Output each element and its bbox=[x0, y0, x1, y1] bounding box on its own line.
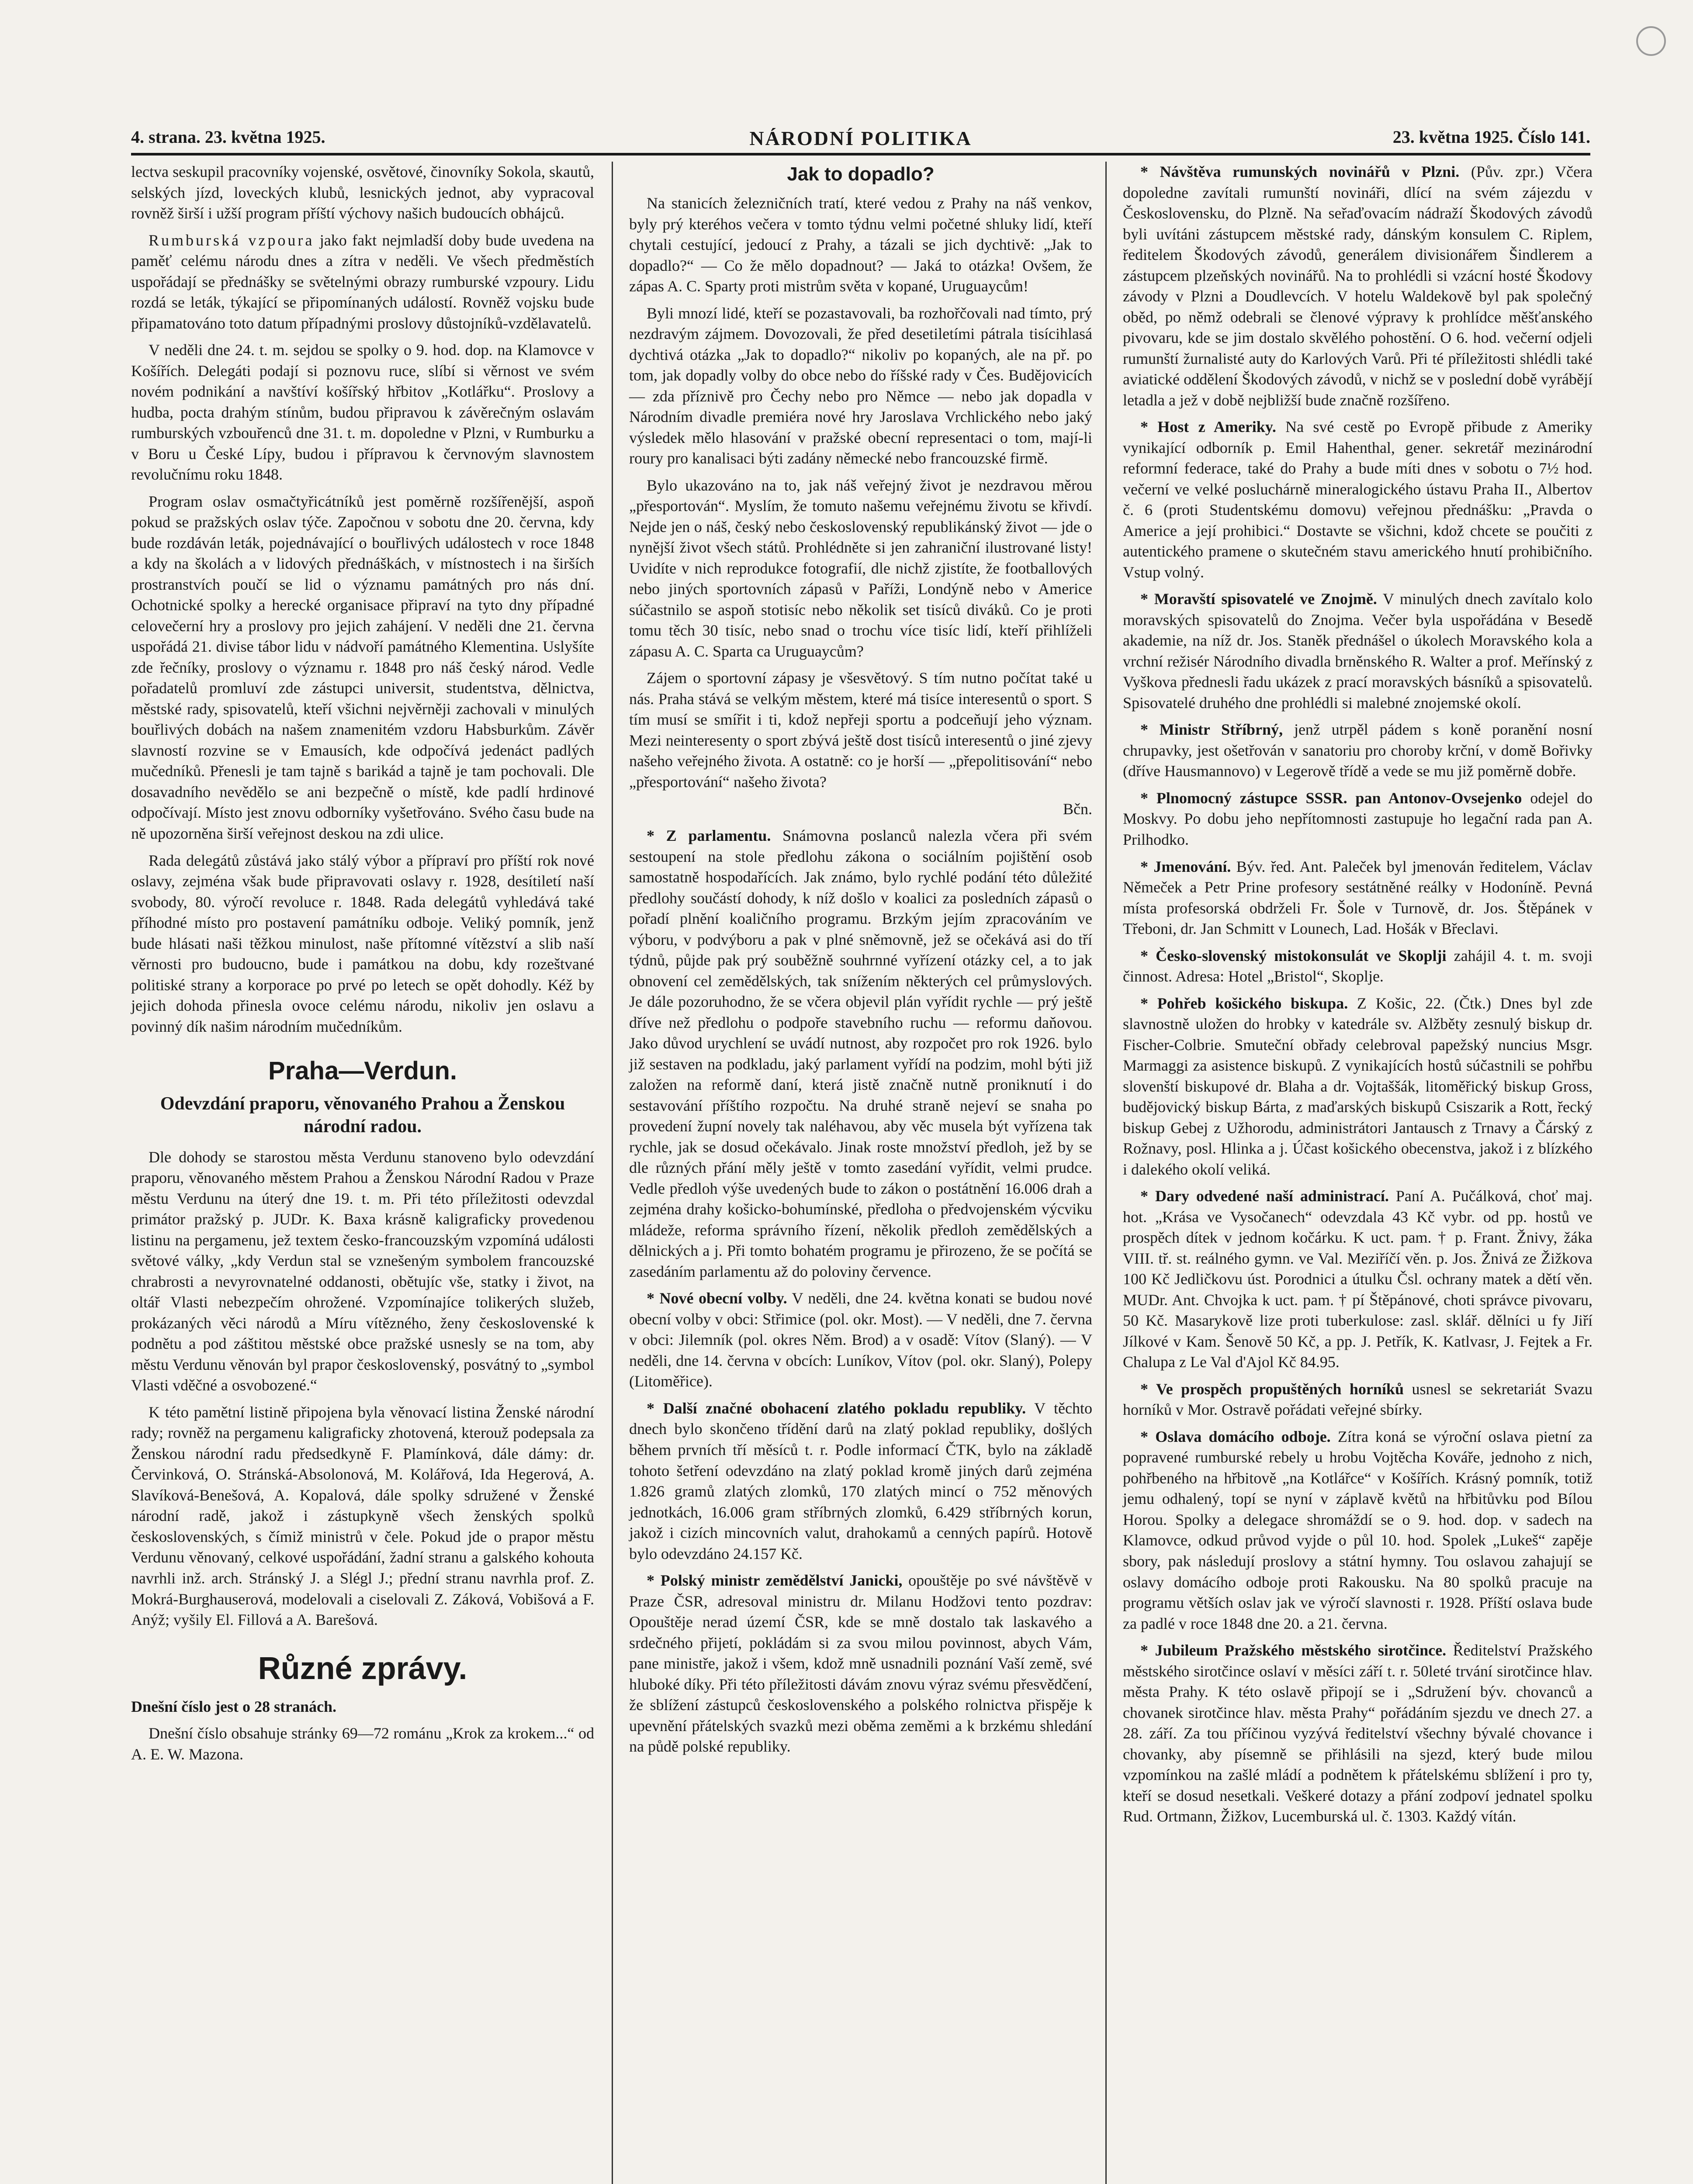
paragraph-text: Býv. řed. Ant. Paleček byl jmenován ředitelem, Václav Němeček a Petr Prine profesory sestátněné reálky v Hodoníně. Pevná místa profesorská obdrželi Fr. Šole v Turnově, dr. Jos. Štěpánek v Třeboni, dr. Jan Schmitt v Lounech, Lad. Hošák v Břeclavi. bbox=[1123, 857, 1593, 938]
news-item bbox=[1123, 719, 1593, 782]
paragraph-text: Ředitelství Pražského městského sirotčince oslaví v měsíci září t. r. 50leté trvání sirotčince hlav. města Prahy. K této oslavě připojí se i „Sdružení býv. chovanců a chovanek sirotčince hlav. města Prahy“ pořádáním sjezdu ve dnech 27. a 28. září. Za tou příčinou vyzývá ředitelství všechny bývalé chovance i chovanky, aby písemně se přihlásili na sjezd, který bude milou vzpomínkou na zašlé mládí a podnětem k přátelskému sblížení i pro ty, kteří se dosud nesetkali. Veškeré dotazy a přání zodpoví jednatel spolku Rud. Ortmann, Žižkov, Lucemburská ul. č. 1303. Každý vítán. bbox=[1123, 1641, 1593, 1825]
paragraph-text: Z Košic, 22. (Čtk.) Dnes byl zde slavnostně uložen do hrobky v katedrále sv. Alžběty zesnulý biskup dr. Fischer-Colbrie. Smuteční obřady celebroval papežský nuncius Msgr. Marmaggi za asistence biskupů. Z vynikajících hostů súčastnili se pohřbu slovenští biskupové dr. Blaha a dr. Vojtaššák, litoměřický biskup Gross, budějovický biskup Bárta, z maďarských biskupů Csiszarik a Rott, řecký biskup Gebej z Užhorodu, administrátori Jantausch z Trnavy a Čárský z Rožnavy, posl. Hlinka a j. Účast košického obecenstva, jakož i z blízkého i dalekého okolí veliká. bbox=[1123, 994, 1593, 1178]
news-item bbox=[1123, 589, 1593, 713]
news-item-lead: * Další značné obohacení zlatého pokladu republiky. bbox=[647, 1399, 1026, 1417]
paragraph-text: Na své cestě po Evropě přibude z Ameriky vynikající odborník p. Emil Hahenthal, gener. sekretář mezinárodní reformní federace, také do Prahy a bude míti dnes v sobotu o 7½ hod. večerní ve velké posluchárně mineralogického ústavu Praha II., Albertov č. 6 (proti Studentskému domovu) veřejnou přednášku: „Pravda o Americe a její prohibici.“ Dostavte se všichni, kdož chcete se poučiti z autentického pramene o skutečném stavu amerického hnutí prohibičního. Vstup volný. bbox=[1123, 418, 1593, 581]
article-paragraph: Bylo ukazováno na to, jak náš veřejný život je nezdravou měrou „přesportován“. Myslím, že tomuto našemu veřejnému životu se křivdí. Nejde jen o náš, český nebo československý republikánský život — jde o nynější život všech států. Prohlédněte si jen zahraniční ilustrované listy! Uvidíte v nich reprodukce fotografií, dle nichž zjistíte, že footballových nebo jiných sportovních zápasů v Paříži, Londýně nebo v Americe súčastnilo se aspoň stotisíc nebo několik set tisíců diváků. Co je proti tomu těch 30 tisíc, nebo snad o trochu více tisíc lidí, kteří přihlíželi zápasu A. C. Sparta ca Uruguaycům? bbox=[629, 476, 1092, 660]
news-item-lead: * Jubileum Pražského městského sirotčince. bbox=[1140, 1641, 1447, 1659]
news-item-lead: * Ve prospěch propuštěných horníků bbox=[1140, 1380, 1404, 1398]
news-item-lead: * Oslava domácího odboje. bbox=[1140, 1427, 1331, 1445]
news-item bbox=[1123, 417, 1593, 583]
masthead-title: NÁRODNÍ POLITIKA bbox=[749, 127, 972, 149]
column-1 bbox=[131, 162, 594, 1771]
paragraph-text: jenž utrpěl pádem s koně poranění nosní chrupavky, jest ošetřován v sanatoriu pro choroby krční, v domě Bořivky (dříve Hausmannovo) v Legerově třídě a vede se mu již poměrně dobře. bbox=[1123, 721, 1593, 780]
article-paragraph: Program oslav osmačtyřicátníků jest poměrně rozšířenější, aspoň pokud se pražských oslav týče. Započnou v sobotu dne 20. června, kdy bude rozdáván leták, pojednávající o bouřlivých událostech v roce 1848 a kdy na školách a v lidových přednáškách, v místnostech i na širších prostranstvích poučí se lid o významu památných pro nás dní. Ochotnické spolky a herecké organisace připraví na tyto dny případné celovečerní hry a proslovy pro jejich zahájení. V neděli dne 21. června uspořádá 21. divise tábor lidu v nádvoří památného Klementina. Uslyšíte zde řečníky, proslovy o významu r. 1848 pro náš český národ. Vedle pořadatelů promluví zde zástupci universit, studentstva, dělnictva, městské rady, spisovatelů, kteří všichni nejvěrněji zachovali v minulých bouřlivých dobách na našem znamenitém vzdoru Habsburkům. Závěr slavností rozvine se v Emausích, kde odpočívá jedenáct padlých mučedníků. Přenesli je tam tajně s barikád a tajně je tam pochovali. Dle dosavadního nevědělo se ani bezpečně o místě, kde padlí hrdinové odpočívají. Místo jest znovu odborníky vyšetřováno. Svého času bude na ně upozorněna širší veřejnost deskou na zdi ulice. bbox=[131, 492, 594, 842]
page-header bbox=[131, 127, 1590, 156]
news-item bbox=[629, 1398, 1092, 1564]
news-item bbox=[1123, 1379, 1593, 1420]
headline-praha-verdun: Praha—Verdun. bbox=[268, 1057, 457, 1085]
news-item bbox=[1123, 1427, 1593, 1634]
column-3 bbox=[1123, 162, 1593, 1833]
news-item bbox=[1123, 993, 1593, 1180]
article-paragraph: K této pamětní listině připojena byla věnovací listina Ženské národní rady; rovněž na pergamenu kaligraficky zhotovená, kterouž podepsala za Ženskou národní radu předsedkyně F. Plamínková, dále dámy: dr. Červinková, O. Stránská-Absolonová, M. Kolářová, Ida Hegerová, A. Slavíková-Benešová, A. Kopalová, dále spolky sdružené v Ženské národní radě, jakož i zástupkyně všech ženských spolků československých, s čímiž ministrů v čele. Pokud jde o prapor městu Verdunu věnovaný, celkové uspořádání, žadní stranu a galského kohouta navrhli inž. arch. Stránský J. a Slégl J.; přední stranu navrhla prof. Z. Mokrá-Burghauserová, modelovali a ciselovali Z. Záková, Vobišová a F. Anýž; vyšily El. Fillová a A. Barešová. bbox=[131, 1403, 594, 1629]
paragraph-text: Paní A. Pučálková, choť maj. hot. „Krása ve Vysočanech“ odevzdala 43 Kč vybr. od pp. hostů ve prospěch dítek v jednom kočárku. K uct. pam. † p. Frant. Žnivy, žáka VIII. tř. st. reálného gymn. ve Val. Meziříčí věn. p. Jos. Žnivá ze Žižkova 100 Kč Jedličkovu úst. Porodnici a útulku Čsl. ochrany matek a dětí věn. MUDr. Ant. Chvojka k uct. pam. † pí Štěpánové, choti správce pivovaru, 50 Kč. Masarykově lize proti tuberkulose: zasl. sklář. dělníci u fy Jiří Jílkové v Kam. Šenově 50 Kč, a pp. J. Petřík, K. Katlvasr, J. Fejtek a Fr. Chalupa z Le Val d'Ajol Kč 84.95. bbox=[1123, 1187, 1593, 1371]
article-paragraph bbox=[131, 230, 594, 334]
punch-hole bbox=[1636, 26, 1666, 56]
news-item-lead: * Z parlamentu. bbox=[647, 827, 771, 845]
news-item-lead: * Polský ministr zemědělství Janicki, bbox=[647, 1572, 903, 1590]
paragraph-text: jako fakt nejmladší doby bude uvedena na paměť celému národu dnes a zítra v neděli. Ve všech předměstích uspořádají se přednášky se světelnými obrazy rumburské vzpoury. Lidu rozdá se leták, týkající se připomínaných událostí. Rovněž vojsku bude připamatováno toto datum případnými proslovy důstojníků-vzdělavatelů. bbox=[131, 231, 594, 332]
article-paragraph: Byli mnozí lidé, kteří se pozastavovali, ba rozhořčovali nad tímto, prý nezdravým zájmem. Dovozovali, že před desetiletími pátrala tisícihlasá dychtivá otázka „Jak to dopadlo?“ nikoliv po kopaných, ale na př. po tom, jak dopadly volby do obce nebo do říšské rady v Čes. Budějovicích — zda příznivě pro Čechy nebo pro Němce — nebo jak dopadla v Národním divadle premiéra nové hry Jaroslava Vrchlického nebo jaký výsledek mělo hlasování v pražské obecní representaci o tom, mají-li roury pro kanalisaci býti zadány německé nebo francouzské firmě. bbox=[629, 304, 1092, 467]
column-rule-2 bbox=[1105, 162, 1107, 2184]
paragraph-text: usnesl se sekretariát Svazu horníků v Mor. Ostravě pořádati veřejné sbírky. bbox=[1123, 1380, 1593, 1419]
spaced-lead: Rumburská vzpoura bbox=[149, 231, 315, 249]
headline-jak-to-dopadlo: Jak to dopadlo? bbox=[787, 163, 935, 185]
subheadline-praha-verdun: Odevzdání praporu, věnovaného Prahou a Ženskou národní radou. bbox=[160, 1093, 565, 1137]
column-rule-1 bbox=[612, 162, 613, 2184]
news-item-lead: * Plnomocný zástupce SSSR. pan Antonov-Ovsejenko bbox=[1140, 789, 1522, 807]
news-item-lead: * Moravští spisovatelé ve Znojmě. bbox=[1140, 590, 1377, 608]
article-paragraph: V neděli dne 24. t. m. sejdou se spolky o 9. hod. dop. na Klamovce v Košířích. Delegáti podají si poznovu ruce, slíbí si věrnost ve svém novém podnikání a navštíví košířský hřbitov „Kotlářku“. Proslovy a hudba, pocta drahým stínům, budou připravou k závěrečným oslavám rumburských vzbouřenců dne 31. t. m. dopoledne v Plzni, v Rumburku a v Boru u České Lípy, budou i přípravou k červnovým slavnostem revolučnímu roku 1848. bbox=[131, 341, 594, 484]
article-paragraph: Na stanicích železničních tratí, které vedou z Prahy na náš venkov, byly prý kteréhos večera v tomto týdnu velmi početné shluky lidí, kteří chytali cestující, jedoucí z Prahy, a tázali se jich dychtivě: „Jak to dopadlo?“ — Co že mělo dopadnout? — Jaká to otázka! Ovšem, že zápas A. C. Sparty proti mistrům světa v kopané, Uruguaycům! bbox=[629, 194, 1092, 295]
news-item-lead: * Pohřeb košického biskupa. bbox=[1140, 994, 1348, 1012]
news-item bbox=[629, 826, 1092, 1282]
news-item bbox=[1123, 1640, 1593, 1827]
news-item bbox=[629, 1288, 1092, 1392]
news-item-lead: Dnešní číslo jest o 28 stranách. bbox=[131, 1697, 336, 1715]
news-item bbox=[1123, 788, 1593, 850]
column-2 bbox=[629, 162, 1092, 1763]
paragraph-text: odejel do Moskvy. Po dobu jeho nepřítomnosti zastupuje ho legační rada pan A. Prilhodko. bbox=[1123, 789, 1593, 848]
paragraph-text: Snámovna poslanců nalezla včera při svém sestoupení na stole předlohu zákona o sociálním pojištění osob samostatně hospodařících. Jak známo, bylo rychlé podání této důležité předlohy součástí dohody, k níž došlo v koalici za posledních zápasů o pořadí plnění koaličního programu. Brzkým jejím zpracováním ve výboru, v podvýboru a pak v plné sněmovně, jež se očekává asi do tří týdnů, půjde pak prý souběžně souhrnné vyřízení otázky cel, a to jak obnovení cel zemědělských, tak snížením některých cel průmyslových. Je dále pozoruhodno, že se včera objevil plán vyřídit rychle — prý ještě dříve než předlohu o podpoře stavebního ruchu — reformu daňovou. Jako důvod urychlení se uvádí nutnost, aby rozpočet pro rok 1926. bylo již sestaven na podkladu, jaký parlament vyřídí na podzim, mohl býti již založen na reformě daní, která jistě značně nutně proniknutí i do sestavování příštího rozpočtu. Na druhé straně nejeví se snaha po provedení župní novely tak naléhavou, aby věc musela být vyřízena tak rychle, jak se dosud očekávalo. Jinak roste množství předloh, jež by se dle různých přání měly ještě v tomto zasedání vyřídit, velmi prudce. Vedle předloh výše uvedených bude to zákon o postátnění 16.006 drah a zejména drahy košicko-bohumínské, předloha o předvojenském výcviku mládeže, reforma správního řízení, několik předloh zemědělských a dělnických a j. Při tomto bohatém programu je přirozeno, že se počítá se zasedáním parlamentu až do poloviny července. bbox=[629, 827, 1092, 1280]
article-paragraph: Dle dohody se starostou města Verdunu stanoveno bylo odevzdání praporu, věnovaného městem Prahou a Ženskou Národní Radou v Praze městu Verdunu na úterý dne 19. t. m. Při této příležitosti odevzdal primátor pražský p. JUDr. K. Baxa krásně kaligraficky provedenou listinu na pergamenu, jež textem česko-francouzským vzpomíná události světové války, „kdy Verdun stal se vznešeným symbolem francouzské chrabrosti a nevyrovnatelné oddanosti, obětujíc vše, statky i život, na oltář Vlasti nebezpečím ohrožené. Vzpomínajíce tolikerých služeb, prokázaných věci národů a Míru vítězného, ženy československé k podnětu a pod záštitou městské obce pražské usnesly se na tom, aby městu Verdunu věnován byl prapor československý, posvátný to „symbol Vlasti vděčné a osvobozené.“ bbox=[131, 1148, 594, 1394]
news-item-lead: * Návštěva rumunských novinářů v Plzni. bbox=[1140, 163, 1460, 180]
section-heading-ruzne-zpravy: Různé zprávy. bbox=[258, 1651, 467, 1686]
news-item bbox=[1123, 857, 1593, 940]
article-paragraph: Zájem o sportovní zápasy je všesvětový. S tím nutno počítat také u nás. Praha stává se velkým městem, které má tisíce interesentů o sport. S tím musí se smířit i ti, kdož nepřeji sportu a podceňují jeho význam. Mezi neinteresenty o sport zbývá ještě dost tisíců interesentů o jiné zjevy našeho veřejného života. A ostatně: co je horší — „přepolitisování“ nebo „přesportování“ našeho života? bbox=[629, 669, 1092, 791]
paragraph-text: (Pův. zpr.) Včera dopoledne zavítali rumunští novináři, dlící na svém zájezdu v Československu, do Plzně. Na seřaďovacím nádraží Škodových závodů byli uvítáni zástupcem městské rady, dánským konsulem C. Riplem, ředitelem Škodových závodů, generálem divisionářem Šindlerem a zástupcem plzeňských novinářů. Na to prohlédli si vzácní hosté Škodovy závody v Plzni a Doudlevcích. V hotelu Waldekově byl pak společný oběd, po němž odebrali se členové výpravy k prohlídce měšťanského pivovaru, kde se jim dostalo skvělého pohostění. O 6. hod. večerní odjeli rumunští žurnalisté auty do Karlových Varů. Při té příležitosti shlédli také aviatické oddělení Škodových závodů, v nichž se v poslední době vyrábějí letadla a jež v době nejbližší bude značně rozšířeno. bbox=[1123, 163, 1593, 409]
news-item-lead: * Host z Ameriky. bbox=[1140, 418, 1276, 436]
header-issue-right: 23. května 1925. Číslo 141. bbox=[1392, 127, 1590, 147]
article-paragraph: Rada delegátů zůstává jako stálý výbor a přípraví pro příští rok nové oslavy, zejména však bude připravovati oslavy r. 1928, desítiletí naší svobody, 80. výročí revoluce r. 1848. Rada delegátů vyhledává také příhodné místo pro postavení památníku odboje. Veliký pomník, jenž bude hlásati naši těžkou minulost, naše přítomné vítězství a slib naší věrnosti pro budoucno, bude i památkou na dobu, kdy rozeštvané politiské strany a korporace po prvé po letech se opět dohodly. Kéž by jejich dohoda přinesla ovoce celému národu, nikoliv jen oslavu a povinný dík našim národním mučedníkům. bbox=[131, 851, 594, 1035]
paragraph-text: V minulých dnech zavítalo kolo moravských spisovatelů do Znojma. Večer byla uspořádána v Besedě akademie, na níž dr. Jos. Staněk přednášel o úkolech Moravského kola a vrchní režisér Národního divadla brněnského R. Walter a prof. Meřínský z Vyškova přednesli řadu ukázek z prací moravských básníků a spisovatelů. Spisovatelé druhého dne prohlédli si malebné znojemské okolí. bbox=[1123, 590, 1593, 712]
news-item bbox=[1123, 162, 1593, 411]
paragraph-text: opouštěje po své návštěvě v Praze ČSR, adresoval ministru dr. Milanu Hodžovi tento pozdrav: Opouštěje nerad území ČSR, kde se mně dostalo tak laskavého a srdečného přijetí, pokládám si za svou milou povinnost, abych Vám, pane ministře, jakož i všem, kdož mně usnadnili poznání Vaší země, své hluboké díky. Při této příležitosti dávám znovu výraz svému přesvědčení, že sblížení zástupců československého a polského rolnictva přispěje k upevnění přátelských svazků mezi oběma zeměmi a k brzkému shledání na půdě polské republiky. bbox=[629, 1572, 1092, 1755]
paragraph-text: V těchto dnech bylo skončeno třídění darů na zlatý poklad republiky, došlých během prvních tří měsíců t. r. Podle informací ČTK, bylo na základě tohoto šetření odevzdáno na zlatý poklad kromě jiných darů zejména 1.826 gramů zlatých zlomků, 170 zlatých mincí o 752 měnových jednotkách, 16.006 gram stříbrných zlomků, 6.429 stříbrných korun, jakož i cizích mincovních valut, drahokamů a cenných papírů. Hotově bylo odevzdáno 24.157 Kč. bbox=[629, 1399, 1092, 1562]
paragraph-text: V neděli, dne 24. května konati se budou nové obecní volby v obci: Střimice (pol. okr. Most). — V neděli, dne 7. června v obci: Jilemník (pol. okres Něm. Brod) a v osadě: Vítov (Slaný). — V neděli, dne 14. června v obcích: Luníkov, Vítov (pol. okr. Slaný), Polepy (Litoměřice). bbox=[629, 1289, 1092, 1390]
paragraph-text: Zítra koná se výroční oslava pietní za popravené rumburské rebely u hrobu Vojtěcha Kováře, jednoho z nich, pohřbeného na hřbitově „na Kotlářce“ v Košířích. Krásný pomník, totiž jemu odhalený, topí se nyní v záplavě květů na hřbitůvku pod Bílou Horou. Spolky a delegace shromáždí se o 9. hod. dop. v sadech na Klamovce, odkud průvod vyjde o půl 10. hod. Spolek „Lukeš“ zapěje sbory, pak následují proslovy a státní hymny. Tou oslavou zahajují se oslavy domácího odboje proti Rakousku. Na 80 spolků pracuje na programu větších oslav jak ve výročí slavnosti r. 1928. Příští oslava bude za padlé v roce 1848 dne 20. a 21. června. bbox=[1123, 1427, 1593, 1632]
news-item-lead: * Nové obecní volby. bbox=[647, 1289, 787, 1307]
news-item-lead: * Dary odvedené naší administrací. bbox=[1140, 1187, 1389, 1205]
news-item bbox=[629, 1570, 1092, 1757]
news-item bbox=[1123, 1186, 1593, 1373]
news-item-lead: * Jmenování. bbox=[1140, 857, 1231, 875]
news-item bbox=[1123, 946, 1593, 987]
author-signature: Bčn. bbox=[1063, 800, 1092, 818]
header-date-left: 4. strana. 23. května 1925. bbox=[131, 127, 325, 147]
news-item-lead: * Česko-slovenský mistokonsulát ve Skoplji bbox=[1140, 947, 1447, 964]
article-paragraph: Dnešní číslo obsahuje stránky 69—72 románu „Krok za krokem...“ od A. E. W. Mazona. bbox=[131, 1724, 594, 1763]
paragraph-text: zahájil 4. t. m. svoji činnost. Adresa: Hotel „Bristol“, Skoplje. bbox=[1123, 947, 1593, 985]
news-item-lead: * Ministr Stříbrný, bbox=[1140, 721, 1283, 739]
article-paragraph: lectva seskupil pracovníky vojenské, osvětové, činovníky Sokola, skautů, selských jízd, loveckých klubů, lesnických jednot, aby vypracoval rovněž širší i užší program příští výchovy našich budoucích obhájců. bbox=[131, 163, 594, 222]
